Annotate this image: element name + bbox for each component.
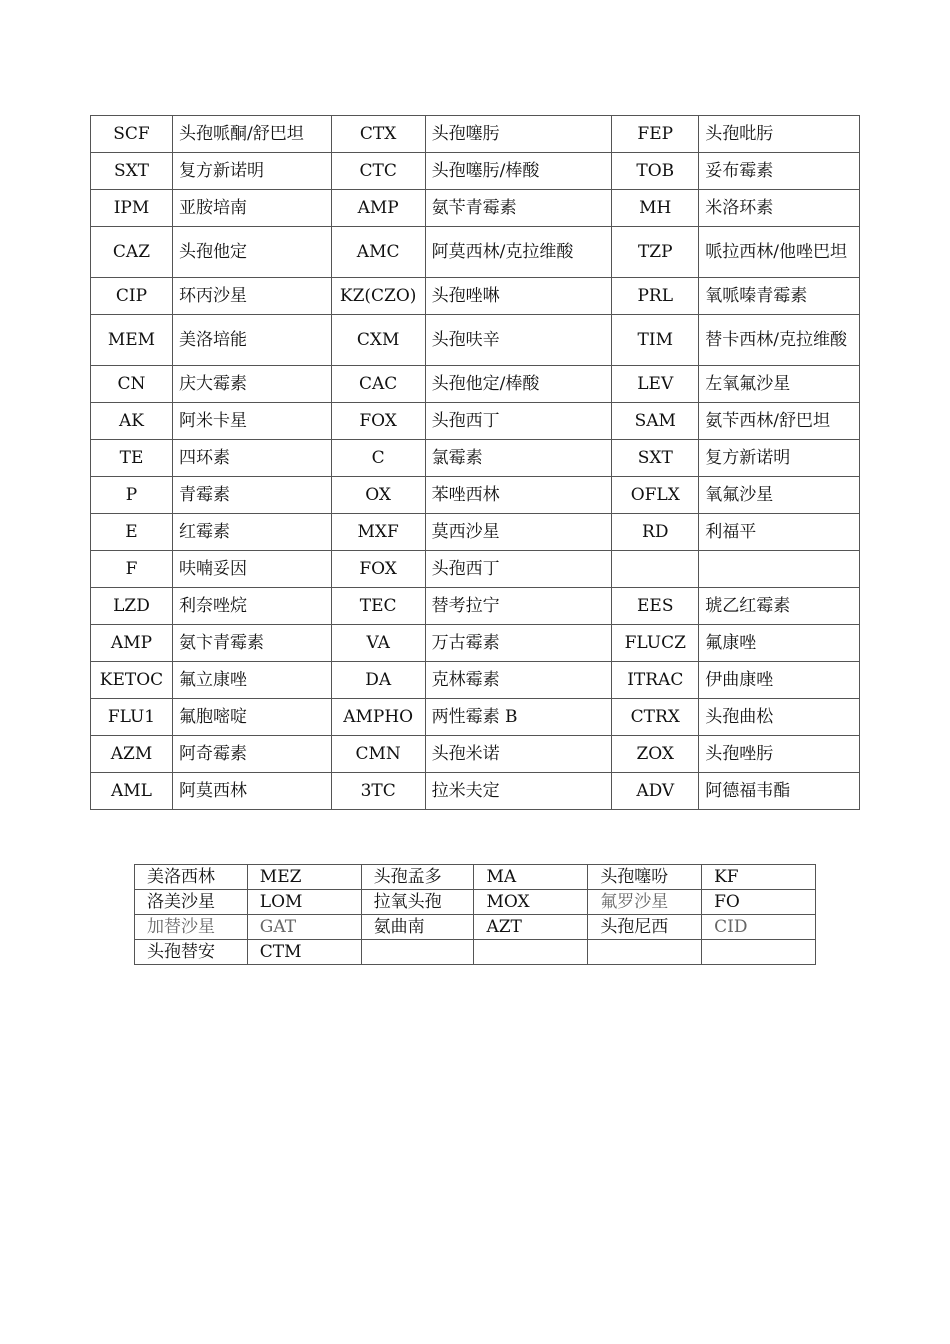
abbreviation-cell: AMC xyxy=(331,227,425,278)
drug-name-cell: 青霉素 xyxy=(172,477,331,514)
drug-name-cell: 两性霉素 B xyxy=(425,699,612,736)
drug-name-cell: 呋喃妥因 xyxy=(172,551,331,588)
abbreviation-cell: SXT xyxy=(612,440,699,477)
abbreviation-cell: OFLX xyxy=(612,477,699,514)
abbreviation-cell: AZM xyxy=(91,736,173,773)
drug-name-cell: 头孢唑啉 xyxy=(425,278,612,315)
drug-name-cell: 头孢孟多 xyxy=(361,865,474,890)
drug-name-cell: 头孢他定/棒酸 xyxy=(425,366,612,403)
drug-name-cell: 复方新诺明 xyxy=(172,153,331,190)
drug-name-cell: 加替沙星 xyxy=(135,915,248,940)
drug-name-cell: 四环素 xyxy=(172,440,331,477)
abbreviation-cell: P xyxy=(91,477,173,514)
drug-name-cell: 亚胺培南 xyxy=(172,190,331,227)
table-row xyxy=(135,915,816,940)
abbreviation-cell: IPM xyxy=(91,190,173,227)
abbreviation-cell: EES xyxy=(612,588,699,625)
drug-name-cell: 氟立康唑 xyxy=(172,662,331,699)
abbreviation-cell: AMP xyxy=(91,625,173,662)
abbreviation-cell: CAC xyxy=(331,366,425,403)
abbreviation-cell: AML xyxy=(91,773,173,810)
table-row xyxy=(91,625,860,662)
abbreviation-cell: TOB xyxy=(612,153,699,190)
table-row xyxy=(91,662,860,699)
drug-name-cell: 氨苄青霉素 xyxy=(425,190,612,227)
abbreviation-cell: CTM xyxy=(247,940,361,965)
drug-name-cell: 头孢他定 xyxy=(172,227,331,278)
drug-name-cell: 替卡西林/克拉维酸 xyxy=(699,315,860,366)
drug-name-cell: 莫西沙星 xyxy=(425,514,612,551)
drug-name-cell: 氧氟沙星 xyxy=(699,477,860,514)
table-row xyxy=(91,116,860,153)
abbreviation-cell: CTX xyxy=(331,116,425,153)
abbreviation-cell: TEC xyxy=(331,588,425,625)
drug-name-cell: 阿莫西林/克拉维酸 xyxy=(425,227,612,278)
drug-name-cell: 氟康唑 xyxy=(699,625,860,662)
table-row xyxy=(91,190,860,227)
drug-name-cell: 苯唑西林 xyxy=(425,477,612,514)
drug-name-cell: 氨卞青霉素 xyxy=(172,625,331,662)
abbreviation-cell: FOX xyxy=(331,403,425,440)
abbreviation-cell: TIM xyxy=(612,315,699,366)
drug-name-cell: 利奈唑烷 xyxy=(172,588,331,625)
drug-name-cell: 氯霉素 xyxy=(425,440,612,477)
abbreviation-cell: MH xyxy=(612,190,699,227)
drug-name-cell xyxy=(361,940,474,965)
abbreviation-cell: CTC xyxy=(331,153,425,190)
abbreviation-cell: DA xyxy=(331,662,425,699)
table-row xyxy=(135,940,816,965)
abbreviation-cell: ITRAC xyxy=(612,662,699,699)
drug-name-cell: 万古霉素 xyxy=(425,625,612,662)
abbreviation-cell: C xyxy=(331,440,425,477)
drug-name-cell: 头孢尼西 xyxy=(588,915,702,940)
drug-name-cell: 米洛环素 xyxy=(699,190,860,227)
drug-name-cell: 头孢噻肟 xyxy=(425,116,612,153)
drug-name-cell: 头孢哌酮/舒巴坦 xyxy=(172,116,331,153)
drug-name-cell: 氟胞嘧啶 xyxy=(172,699,331,736)
drug-name-cell: 阿德福韦酯 xyxy=(699,773,860,810)
drug-name-cell: 头孢替安 xyxy=(135,940,248,965)
drug-name-cell: 美洛培能 xyxy=(172,315,331,366)
drug-name-cell: 复方新诺明 xyxy=(699,440,860,477)
abbreviation-cell: F xyxy=(91,551,173,588)
table-row xyxy=(91,773,860,810)
abbreviation-cell: AK xyxy=(91,403,173,440)
abbreviation-cell: CMN xyxy=(331,736,425,773)
drug-name-cell: 头孢西丁 xyxy=(425,403,612,440)
drug-name-cell: 拉米夫定 xyxy=(425,773,612,810)
abbreviation-cell: CXM xyxy=(331,315,425,366)
table-row xyxy=(91,477,860,514)
table-row xyxy=(135,865,816,890)
table-row xyxy=(91,153,860,190)
table-row xyxy=(91,315,860,366)
drug-name-cell: 琥乙红霉素 xyxy=(699,588,860,625)
table-row xyxy=(91,403,860,440)
abbreviation-cell: AMPHO xyxy=(331,699,425,736)
abbreviation-cell: RD xyxy=(612,514,699,551)
abbreviation-cell: 3TC xyxy=(331,773,425,810)
table-row xyxy=(91,440,860,477)
abbreviation-cell: CAZ xyxy=(91,227,173,278)
abbreviation-cell: ADV xyxy=(612,773,699,810)
abbreviation-cell: FLU1 xyxy=(91,699,173,736)
abbreviation-cell: CN xyxy=(91,366,173,403)
drug-name-cell: 哌拉西林/他唑巴坦 xyxy=(699,227,860,278)
abbreviation-cell: CTRX xyxy=(612,699,699,736)
drug-name-cell xyxy=(699,551,860,588)
abbreviation-cell: OX xyxy=(331,477,425,514)
table-row xyxy=(91,699,860,736)
drug-name-cell: 氧哌嗪青霉素 xyxy=(699,278,860,315)
drug-name-cell: 克林霉素 xyxy=(425,662,612,699)
drug-name-cell: 头孢呋辛 xyxy=(425,315,612,366)
drug-name-cell: 利福平 xyxy=(699,514,860,551)
table-row xyxy=(91,227,860,278)
drug-name-cell: 替考拉宁 xyxy=(425,588,612,625)
abbreviation-cell: FO xyxy=(702,890,816,915)
drug-name-cell: 阿莫西林 xyxy=(172,773,331,810)
drug-name-cell: 头孢吡肟 xyxy=(699,116,860,153)
abbreviation-cell: LZD xyxy=(91,588,173,625)
abbreviation-cell: MEZ xyxy=(247,865,361,890)
drug-name-cell: 阿米卡星 xyxy=(172,403,331,440)
abbreviation-cell: MEM xyxy=(91,315,173,366)
abbreviation-cell xyxy=(702,940,816,965)
drug-name-cell: 氨曲南 xyxy=(361,915,474,940)
drug-name-cell: 头孢曲松 xyxy=(699,699,860,736)
abbreviation-cell: KF xyxy=(702,865,816,890)
abbreviation-cell: LEV xyxy=(612,366,699,403)
drug-name-cell: 庆大霉素 xyxy=(172,366,331,403)
drug-name-cell: 洛美沙星 xyxy=(135,890,248,915)
abbreviation-cell: FOX xyxy=(331,551,425,588)
abbreviation-cell xyxy=(474,940,588,965)
abbreviation-cell: ZOX xyxy=(612,736,699,773)
drug-name-cell: 氨苄西林/舒巴坦 xyxy=(699,403,860,440)
abbreviation-cell: KETOC xyxy=(91,662,173,699)
drug-name-cell: 红霉素 xyxy=(172,514,331,551)
abbreviation-cell: CIP xyxy=(91,278,173,315)
table-row xyxy=(91,551,860,588)
drug-name-cell: 头孢西丁 xyxy=(425,551,612,588)
drug-name-cell: 拉氧头孢 xyxy=(361,890,474,915)
abbreviation-cell: GAT xyxy=(247,915,361,940)
drug-name-cell: 头孢米诺 xyxy=(425,736,612,773)
abbreviation-cell: FEP xyxy=(612,116,699,153)
drug-name-cell: 阿奇霉素 xyxy=(172,736,331,773)
drug-name-cell: 头孢噻肟/棒酸 xyxy=(425,153,612,190)
drug-name-cell: 美洛西林 xyxy=(135,865,248,890)
abbreviation-cell: TZP xyxy=(612,227,699,278)
table-row xyxy=(91,366,860,403)
abbreviation-cell: CID xyxy=(702,915,816,940)
antibiotic-name-table-2 xyxy=(134,864,816,965)
abbreviation-cell: MA xyxy=(474,865,588,890)
table-row xyxy=(91,278,860,315)
drug-name-cell: 氟罗沙星 xyxy=(588,890,702,915)
abbreviation-cell: MXF xyxy=(331,514,425,551)
abbreviation-cell: SAM xyxy=(612,403,699,440)
drug-name-cell: 伊曲康唑 xyxy=(699,662,860,699)
abbreviation-cell: KZ(CZO) xyxy=(331,278,425,315)
drug-name-cell: 头孢唑肟 xyxy=(699,736,860,773)
abbreviation-cell: SXT xyxy=(91,153,173,190)
drug-name-cell xyxy=(588,940,702,965)
table-row xyxy=(91,588,860,625)
abbreviation-cell xyxy=(612,551,699,588)
abbreviation-cell: AZT xyxy=(474,915,588,940)
abbreviation-cell: E xyxy=(91,514,173,551)
abbreviation-cell: MOX xyxy=(474,890,588,915)
drug-name-cell: 左氧氟沙星 xyxy=(699,366,860,403)
abbreviation-cell: AMP xyxy=(331,190,425,227)
abbreviation-cell: FLUCZ xyxy=(612,625,699,662)
table-row xyxy=(91,736,860,773)
drug-name-cell: 妥布霉素 xyxy=(699,153,860,190)
drug-name-cell: 环丙沙星 xyxy=(172,278,331,315)
abbreviation-cell: VA xyxy=(331,625,425,662)
drug-name-cell: 头孢噻吩 xyxy=(588,865,702,890)
abbreviation-cell: SCF xyxy=(91,116,173,153)
table-row xyxy=(135,890,816,915)
table-row xyxy=(91,514,860,551)
abbreviation-cell: LOM xyxy=(247,890,361,915)
antibiotic-abbreviation-table xyxy=(90,115,860,810)
abbreviation-cell: PRL xyxy=(612,278,699,315)
abbreviation-cell: TE xyxy=(91,440,173,477)
